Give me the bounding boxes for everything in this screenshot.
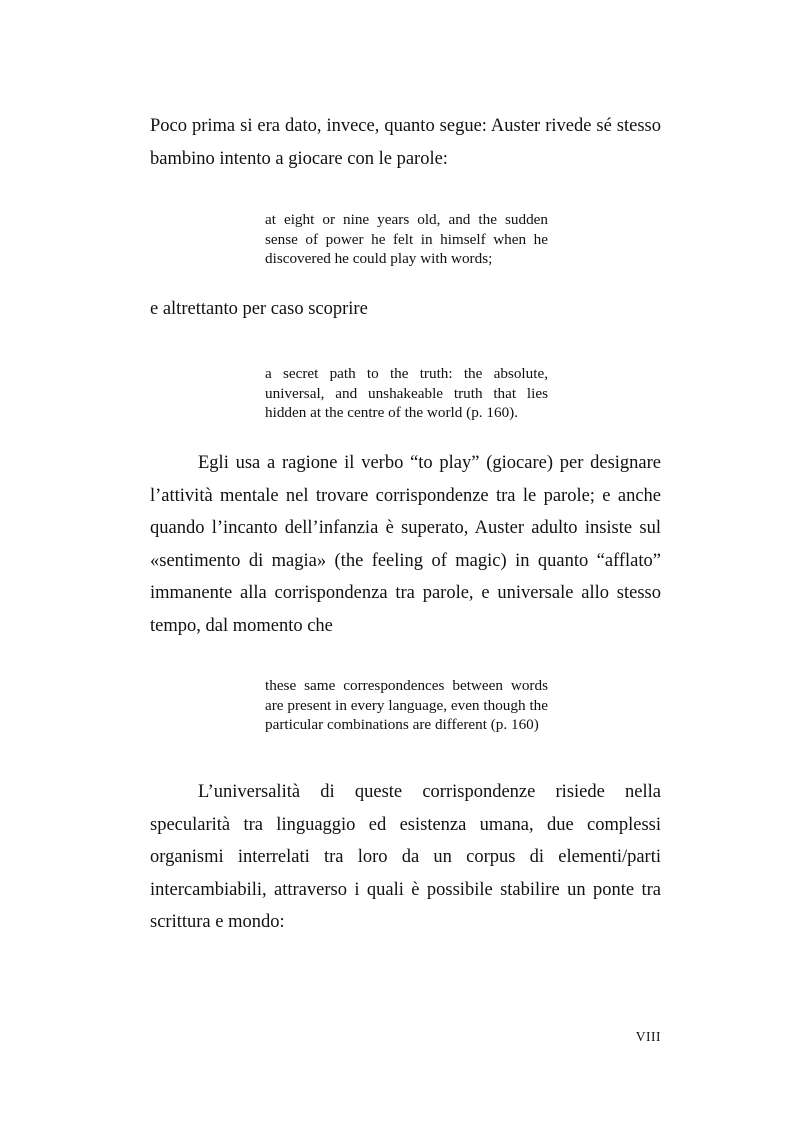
page-number: VIII xyxy=(635,1029,661,1044)
paragraph-universality: L’universalità di queste corrispondenze risiede nella specularità tra linguaggio ed esistenza umana, due complessi organismi interrelati tra loro da un corpus di elementi/parti intercambiabili, attraverso i quali è possibile stabilire un ponte tra scrittura e mondo: xyxy=(150,782,661,932)
block-quote-play-with-words: at eight or nine years old, and the sudden sense of power he felt in himself when he discovered he could play with words; xyxy=(265,211,548,267)
block-quote-correspondences: these same correspondences between words are present in every language, even though the particular combinations are different (p. 160) xyxy=(265,677,548,733)
paragraph-to-play: Egli usa a ragione il verbo “to play” (giocare) per designare l’attività mentale nel trovare corrispondenze tra le parole; e anche quando l’incanto dell’infanzia è superato, Auster adulto insiste sul «sentimento di magia» (the feeling of magic) in quanto “afflato” immanente alla corrispondenza tra parole, e universale allo stesso tempo, dal momento che xyxy=(150,453,661,636)
block-quote-secret-path: a secret path to the truth: the absolute, universal, and unshakeable truth that lies hidden at the centre of the world (p. 160). xyxy=(265,365,548,421)
paragraph-intro: Poco prima si era dato, invece, quanto segue: Auster rivede sé stesso bambino intento a giocare con le parole: xyxy=(150,116,661,169)
paragraph-discover: e altrettanto per caso scoprire xyxy=(150,299,368,319)
